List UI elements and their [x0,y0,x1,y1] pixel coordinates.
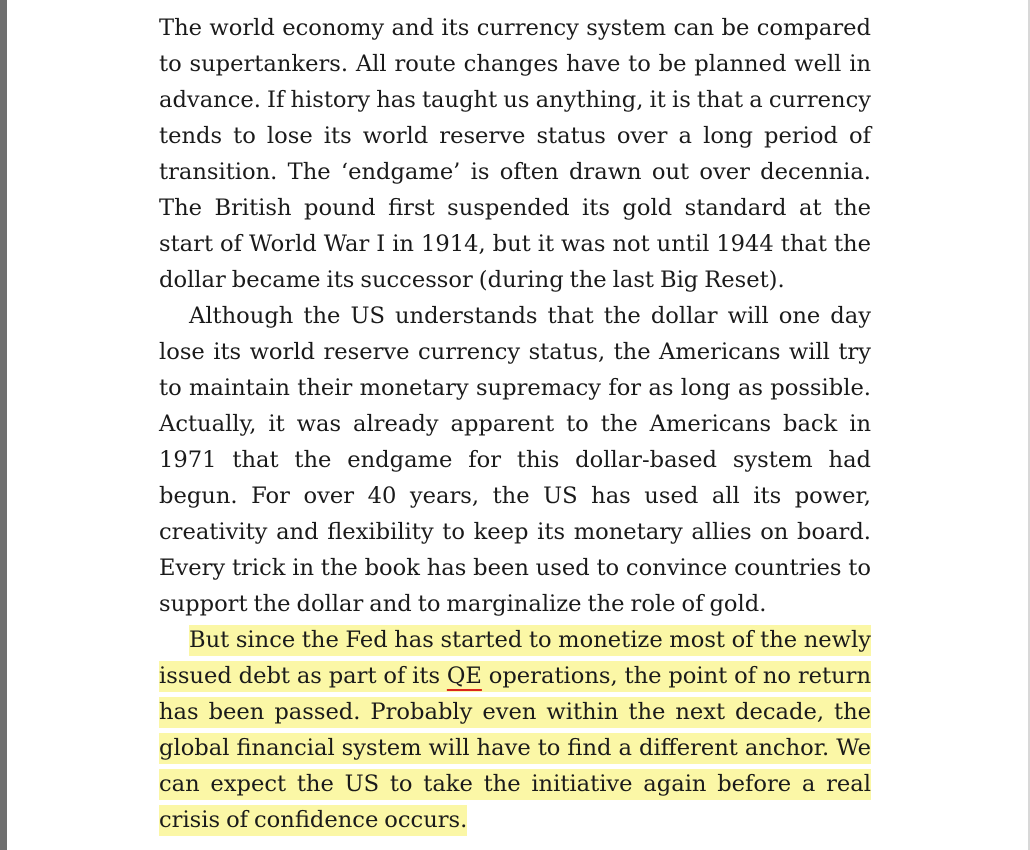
paragraph-2: Although the US understands that the dollar will one day lose its world reserve currency status, the Americans will try to maintain their monetary supremacy for as long as possible. Actually, it was already apparent to the Americans back in 1971 that the endgame for this dollar-based system had begun. For over 40 years, the US has used all its power, creativity and flexibility to keep its monetary allies on board. Every trick in the book has been used to convince countries to support the dollar and to marginalize the role of gold. [159,303,871,617]
highlighted-text-start: But since the Fed has started to monetize most of the newly issued debt as part of its [159,627,871,689]
document-page [159,10,871,838]
paragraph-1: The world economy and its currency system can be compared to supertankers. All route changes have to be planned well in advance. If history has taught us anything, it is that a currency tends to lose its world reserve status over a long period of transition. The ‘endgame’ is often drawn out over decennia. The British pound first suspended its gold standard at the start of World War I in 1914, but it was not until 1944 that the dollar became its successor (during the last Big Reset). [159,15,871,293]
paragraph-3 [159,622,871,838]
left-window-edge [0,0,7,850]
spellcheck-underlined-term: QE [446,663,482,689]
highlighted-text-end: operations, the point of no return has been passed. Probably even within the next decade, the global financial system will have to find a different anchor. We can expect the US to take the initiative again before a real crisis of confidence occurs. [159,663,871,833]
